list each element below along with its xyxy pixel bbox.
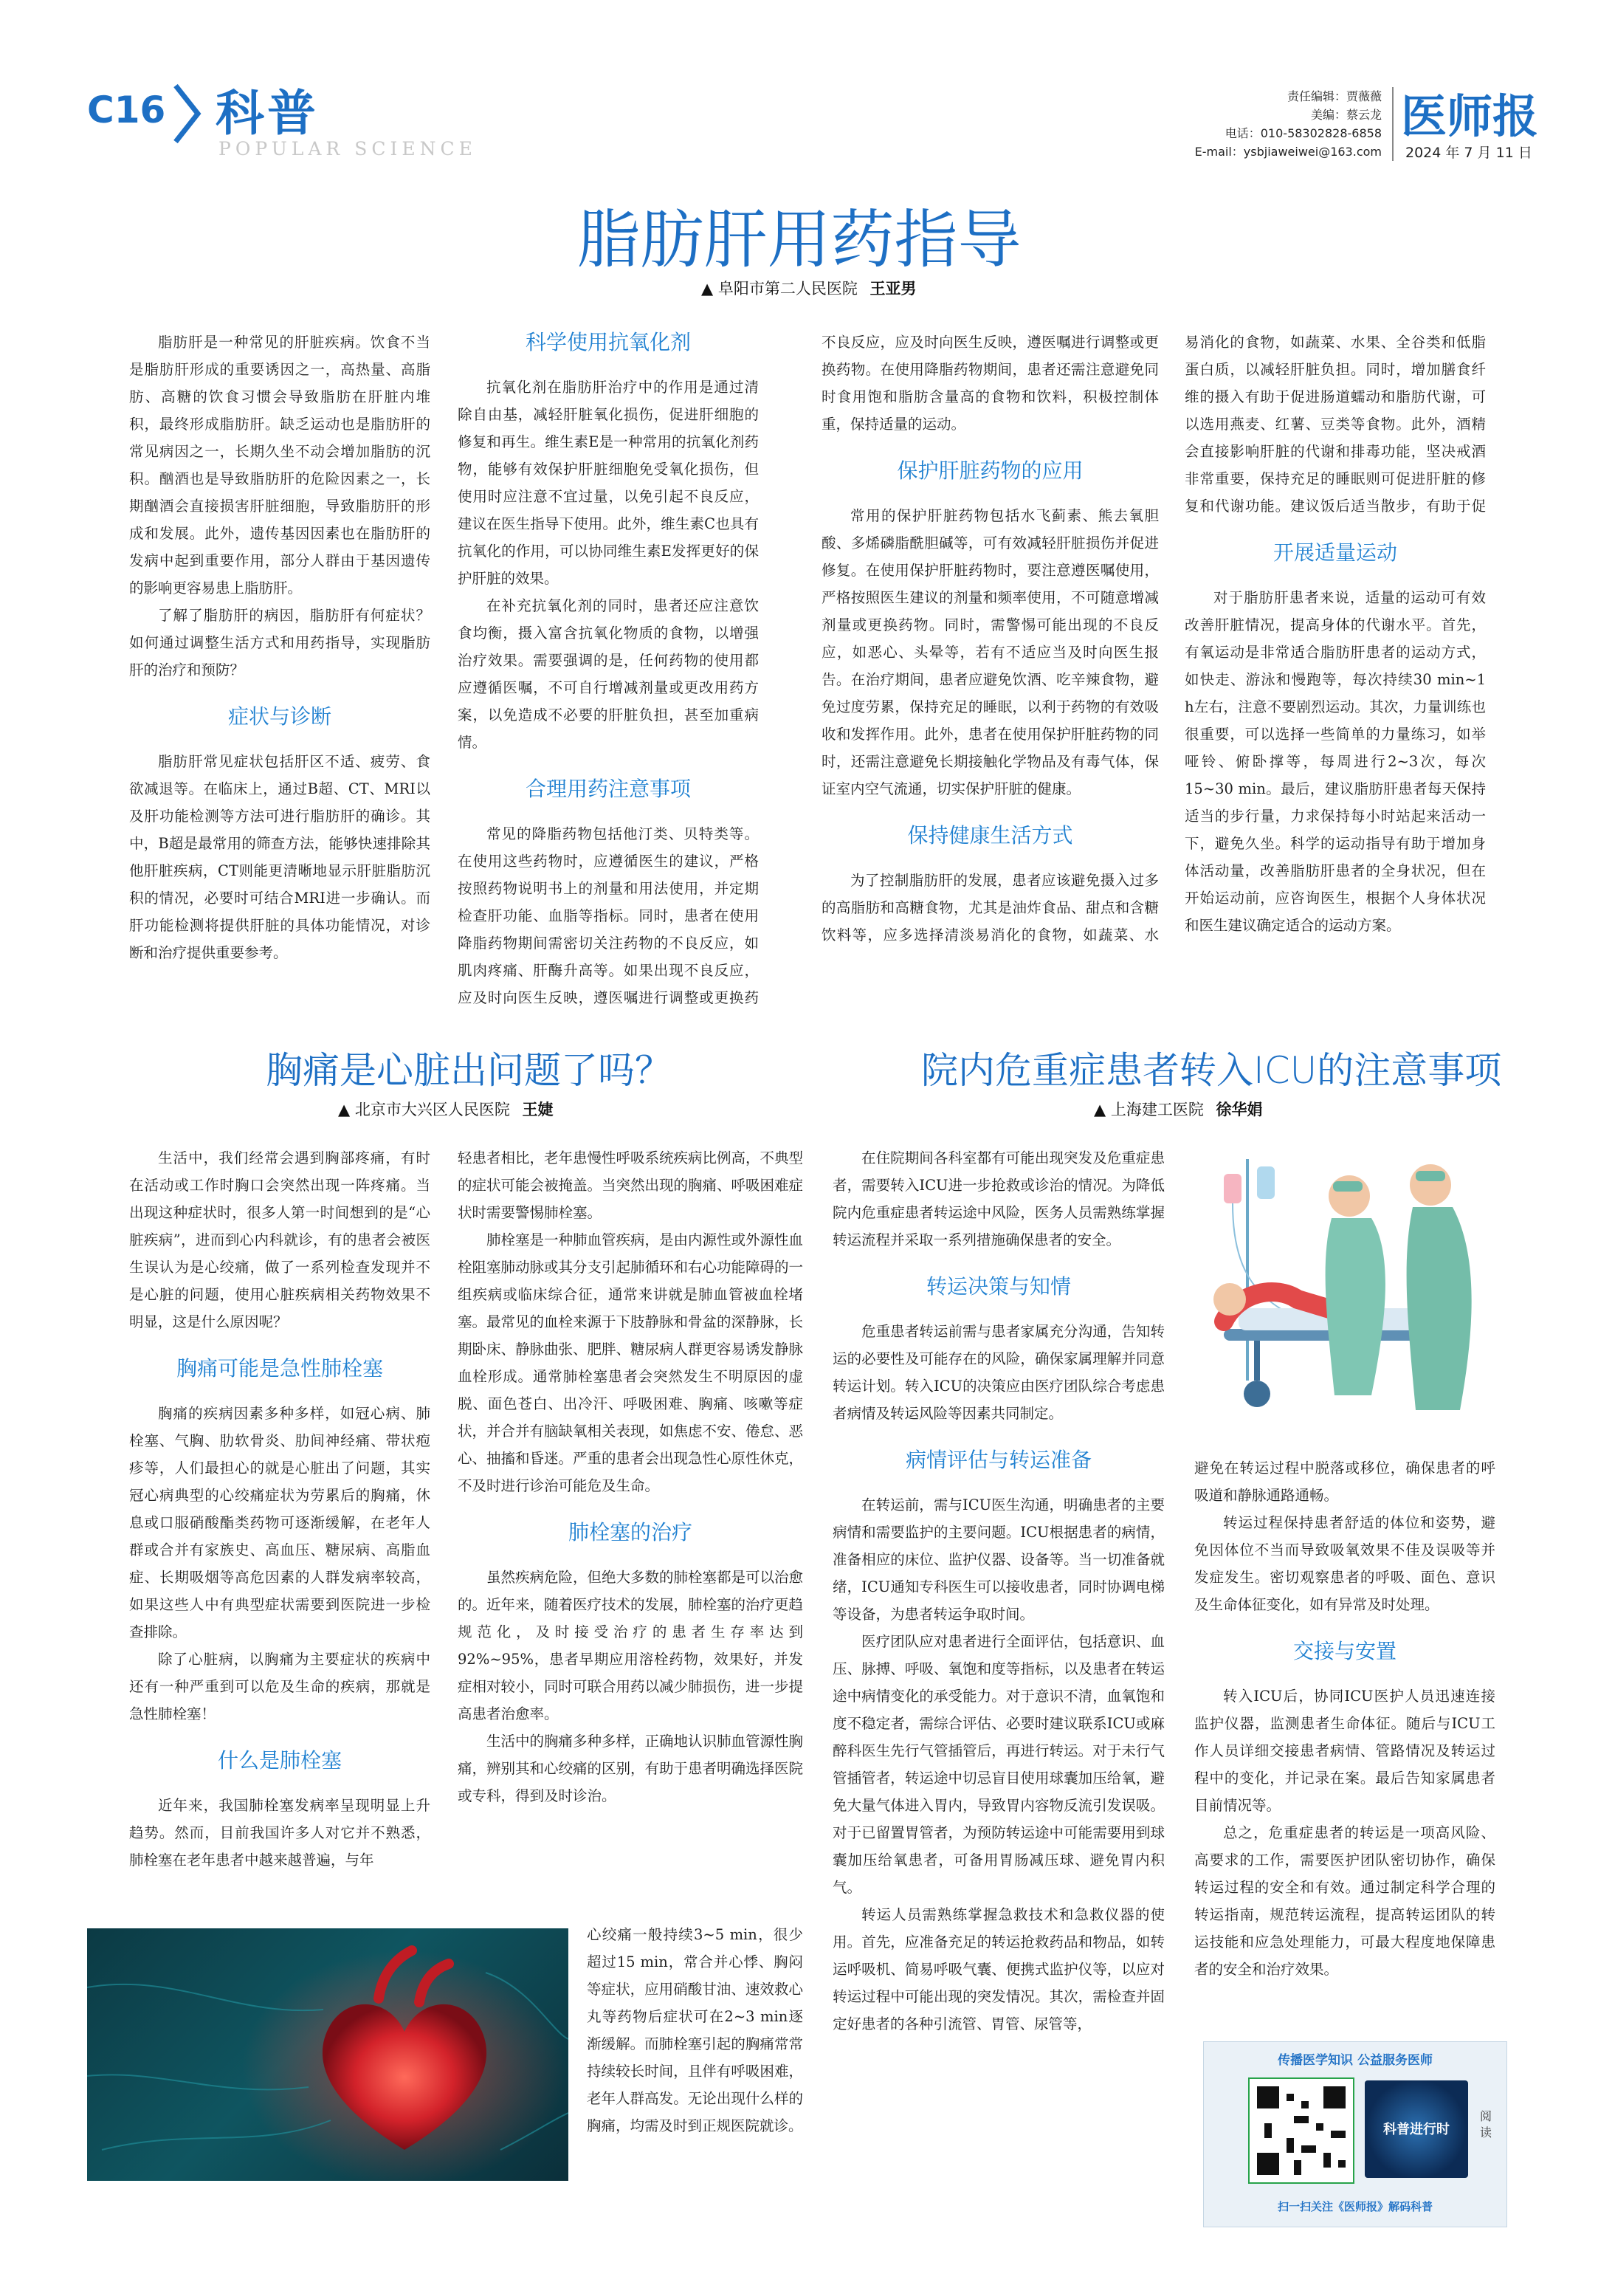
paragraph: 医疗团队应对患者进行全面评估，包括意识、血压、脉搏、呼吸、氧饱和度等指标，以及患者在转运途中病情变化的承受能力。对于意识不清，血氧饱和度不稳定者，需综合评估、必要时建议联系ICU或麻醉科医生先行气管插管后，再进行转运。对于未行气管插管者，转运途中切忌盲目使用球囊加压给氧，避免大量气体进入胃内，导致胃内容物反流引发误吸。对于已留置胃管者，为预防转运途中可能需要用到球囊加压给氧患者，可备用胃肠减压球、避免胃内积气。: [833, 1633, 1165, 1896]
promo-video-thumbnail[interactable]: [1365, 2080, 1468, 2178]
byline-author: 王亚男: [869, 280, 917, 298]
phone: 电话：010-58302828-6858: [1225, 126, 1382, 140]
article-column: [587, 1921, 803, 2139]
email: E-mail：ysbjiaweiwei@163.com: [1194, 145, 1382, 159]
article-title: 胸痛是心脏出问题了吗？: [266, 1049, 672, 1092]
byline-author: 徐华娟: [1216, 1101, 1263, 1118]
subheading: 肺栓塞的治疗: [568, 1520, 692, 1544]
paragraph: 了解了脂肪肝的病因，脂肪肝有何症状？如何通过调整生活方式和用药指导，实现脂肪肝的治疗和预防？: [129, 607, 430, 678]
paragraph: 常见的降脂药物包括他汀类、贝特类等。在使用这些药物时，应遵循医生的建议，严格按照药物说明书上的剂量和用法使用，并定期检查肝功能、血脂等指标。同时，患者在使用降脂药物期间需密切关注药物的不良反应，如肌肉疼痛、肝酶升高等。如果出现不良反应，应及时向医生反映，遵医嘱进行调整或更换药: [458, 825, 759, 1006]
subheading: 合理用药注意事项: [525, 777, 691, 801]
article-column: [129, 1144, 430, 1874]
paragraph: 转运过程保持患者舒适的体位和姿势，避免因体位不当而导致吸氧效果不佳及误吸等并发症发生。密切观察患者的呼吸、面色、意识及生命体征变化，如有异常及时处理。: [1194, 1514, 1495, 1613]
paragraph: [1185, 329, 1486, 520]
editor: 责任编辑：贾薇薇: [1287, 89, 1382, 103]
promo-box: [1203, 2041, 1507, 2227]
paragraph: 在转运前，需与ICU医生沟通，明确患者的主要病情和需要监护的主要问题。ICU根据患者的病情，准备相应的床位、监护仪器、设备等。当一切准备就绪，ICU通知专科医生可以接收患者，同时协调电梯等设备，为患者转运争取时间。: [833, 1496, 1165, 1623]
article-title: 脂肪肝用药指导: [576, 203, 1022, 277]
promo-top: 传播医学知识 公益服务医师: [1278, 2053, 1433, 2068]
promo-side: 阅读: [1480, 2109, 1492, 2139]
article-byline: [1094, 1098, 1263, 1120]
article-column: [833, 1144, 1165, 2038]
article-column: [129, 329, 430, 966]
byline-author: 王婕: [522, 1101, 554, 1118]
paragraph: 近年来，我国肺栓塞发病率呈现明显上升趋势。然而，目前我国许多人对它并不熟悉，肺栓塞在老年患者中越来越普遍，与年: [129, 1797, 430, 1869]
paragraph: 危重患者转运前需与患者家属充分沟通，告知转运的必要性及可能存在的风险，确保家属理解并同意转运计划。转入ICU的决策应由医疗团队综合考虑患者病情及转运风险等因素共同制定。: [833, 1323, 1165, 1422]
heart-illustration: [87, 1928, 568, 2181]
paragraph: 转入ICU后，协同ICU医护人员迅速连接监护仪器，监测患者生命体征。随后与ICU工作人员详细交接患者病情、管路情况及转运过程中的变化，并记录在案。最后告知家属患者目前情况等。: [1194, 1688, 1495, 1814]
paragraph: 常用的保护肝脏药物包括水飞蓟素、熊去氧胆酸、多烯磷脂酰胆碱等，可有效减轻肝脏损伤并促进修复。在使用保护肝脏药物时，要注意遵医嘱使用，严格按照医生建议的剂量和频率使用，不可随意增减剂量或更换药物。同时，需警惕可能出现的不良反应，如恶心、头晕等，若有不适应当及时向医生报告。在治疗期间，患者应避免饮酒、吃辛辣食物，避免过度劳累，保持充足的睡眠，以利于药物的有效吸收和发挥作用。此外，患者在使用保护肝脏药物的同时，还需注意避免长期接触化学物品及有毒气体，保证室内空气流通，切实保护肝脏的健康。: [822, 507, 1159, 797]
editorial-info: [1168, 87, 1382, 161]
promo-mark: 科普进行时: [1383, 2122, 1450, 2137]
article-column: [458, 329, 759, 1011]
paragraph: 避免在转运过程中脱落或移位，确保患者的呼吸道和静脉通路通畅。: [1194, 1460, 1495, 1504]
paper-logo: 医师报: [1401, 89, 1539, 143]
paragraph: 生活中的胸痛多种多样，正确地认识肺血管源性胸痛，辨别其和心绞痛的区别，有助于患者明确选择医院或专科，得到及时诊治。: [458, 1733, 804, 1804]
article-column: [822, 329, 1159, 949]
section-title-en: POPULAR SCIENCE: [218, 138, 477, 159]
subheading: 保持健康生活方式: [907, 823, 1073, 848]
article-column: [458, 1144, 803, 1809]
paragraph: 脂肪肝常见症状包括肝区不适、疲劳、食欲减退等。在临床上，通过B超、CT、MRI以及肝功能检测等方法可进行脂肪肝的确诊。其中，B超是最常用的筛查方法，能够快速排除其他肝脏疾病，CT则能更清晰地显示肝脏脂肪沉积的情况，必要时可结合MRI进一步确认。而肝功能检测将提供肝脏的具体功能情况，对诊断和治疗提供重要参考。: [129, 753, 430, 961]
paragraph: 胸痛的疾病因素多种多样，如冠心病、肺栓塞、气胸、肋软骨炎、肋间神经痛、带状疱疹等，人们最担心的就是心脏出了问题，其实冠心病典型的心绞痛症状为劳累后的胸痛，休息或口服硝酸酯类药物可逐渐缓解，在老年人群或合并有家族史、高血压、糖尿病、高脂血症、长期吸烟等高危因素的人群发病率较高，如果这些人中有典型症状需要到医院进一步检查排除。: [129, 1405, 430, 1640]
paragraph: 心绞痛一般持续3~5 min，很少超过15 min，常合并心悸、胸闷等症状，应用硝酸甘油、速效救心丸等药物后症状可在2~3 min逐渐缓解。而肺栓塞引起的胸痛常常持续较长时间，且伴有呼吸困难，老年人群高发。无论出现什么样的胸痛，均需及时到正规医院就诊。: [587, 1926, 803, 2134]
byline-org: ▲ 北京市大兴区人民医院: [338, 1101, 510, 1118]
paragraph: 为了控制脂肪肝的发展，患者应该避免摄入过多的高脂肪和高糖食物，尤其是油炸食品、甜点和含糖饮料等，应多选择清淡易消化的食物，如蔬菜、水: [822, 872, 1159, 944]
subheading: 开展适量运动: [1272, 540, 1397, 565]
paragraph: 生活中，我们经常会遇到胸部疼痛，有时在活动或工作时胸口会突然出现一阵疼痛。当出现这种症状时，很多人第一时间想到的是“心脏疾病”，进而到心内科就诊，有的患者会被医生误认为是心绞痛，做了一系列检查发现并不是心脏的问题，使用心脏疾病相关药物效果不明显，这是什么原因呢？: [129, 1149, 430, 1330]
subheading: 转运决策与知情: [926, 1274, 1071, 1299]
article-title: 院内危重症患者转入ICU的注意事项: [921, 1049, 1502, 1092]
article-column: [1194, 1454, 1495, 1983]
chevron-icon: [171, 83, 202, 148]
paragraph: 在住院期间各科室都有可能出现突发及危重症患者，需要转入ICU进一步抢救或诊治的情况。为降低院内危重症患者转运途中风险，医务人员需熟练掌握转运流程并采取一系列措施确保患者的安全。: [833, 1149, 1165, 1248]
header-divider: [1392, 87, 1394, 161]
subheading: 什么是肺栓塞: [217, 1748, 342, 1773]
byline-org: ▲ 阜阳市第二人民医院: [701, 280, 858, 298]
paragraph: 抗氧化剂在脂肪肝治疗中的作用是通过清除自由基，减轻肝脏氧化损伤，促进肝细胞的修复和再生。维生素E是一种常用的抗氧化剂药物，能够有效保护肝脏细胞免受氧化损伤，但使用时应注意不宜过量，以免引起不良反应，建议在医生指导下使用。此外，维生素C也具有抗氧化的作用，可以协同维生素E发挥更好的保护肝脏的效果。: [458, 379, 759, 587]
subheading: 保护肝脏药物的应用: [897, 458, 1084, 483]
patient-transfer-illustration: [1194, 1144, 1508, 1443]
paragraph: [822, 329, 1159, 438]
issue-date: 2024 年 7 月 11 日: [1405, 145, 1532, 161]
paragraph: 转运人员需熟练掌握急救技术和急救仪器的使用。首先，应准备充足的转运抢救药品和物品，如转运呼吸机、简易呼吸气囊、便携式监护仪等，以应对转运过程中可能出现的突发情况。其次，需检查并固定好患者的各种引流管、胃管、尿管等，: [833, 1906, 1165, 2032]
paragraph: 脂肪肝是一种常见的肝脏疾病。饮食不当是脂肪肝形成的重要诱因之一，高热量、高脂肪、高糖的饮食习惯会导致脂肪在肝脏内堆积，最终形成脂肪肝。缺乏运动也是脂肪肝的常见病因之一，长期久坐不动会增加脂肪的沉积。酗酒也是导致脂肪肝的危险因素之一，长期酗酒会直接损害肝脏细胞，导致脂肪肝的形成和发展。此外，遗传基因因素也在脂肪肝的发病中起到重要作用，部分人群由于基因遗传的影响更容易患上脂肪肝。: [129, 334, 430, 597]
article-byline: [701, 277, 917, 299]
subheading: 病情评估与转运准备: [905, 1448, 1092, 1472]
section-title: 科普: [216, 85, 319, 142]
subheading: 交接与安置: [1292, 1639, 1396, 1663]
byline-org: ▲ 上海建工医院: [1094, 1101, 1204, 1118]
article-column: [1185, 329, 1486, 939]
paragraph-continued: 不良反应，应及时向医生反映，遵医嘱进行调整或更换药物。在使用降脂药物期间，患者还需注意避免同时食用饱和脂肪含量高的食物和饮料，积极控制体重，保持适量的运动。: [822, 334, 1159, 433]
paragraph-continued: 易消化的食物，如蔬菜、水果、全谷类和低脂蛋白质，以减轻肝脏负担。同时，增加膳食纤维的摄入有助于促进肠道蠕动和脂肪代谢，可以选用燕麦、红薯、豆类等食物。此外，酒精会直接影响肝脏的代谢和排毒功能，坚决戒酒非常重要，保持充足的睡眠则可促进肝脏的修复和代谢功能。建议饭后适当散步，有助于促: [1185, 334, 1486, 515]
paragraph: 总之，危重症患者的转运是一项高风险、高要求的工作，需要医护团队密切协作，确保转运过程的安全和有效。通过制定科学合理的转运指南，规范转运流程，提高转运团队的转运技能和应急处理能力，可最大程度地保障患者的安全和治疗效果。: [1194, 1824, 1495, 1978]
qr-code[interactable]: [1248, 2077, 1354, 2184]
subheading: 症状与诊断: [227, 704, 331, 729]
paragraph: 虽然疾病危险，但绝大多数的肺栓塞都是可以治愈的。近年来，随着医疗技术的发展，肺栓塞的治疗更趋规范化，及时接受治疗的患者生存率达到92%~95%，患者早期应用溶栓药物，效果好，并发症相对较小，同时可联合用药以减少肺损伤，进一步提高患者治愈率。: [458, 1569, 804, 1722]
designer: 美编：蔡云龙: [1310, 108, 1382, 122]
promo-bottom: 扫一扫关注《医师报》解码科普: [1277, 2200, 1433, 2213]
article-byline: [338, 1098, 554, 1120]
paragraph: 轻患者相比，老年患慢性呼吸系统疾病比例高，不典型的症状可能会被掩盖。当突然出现的胸痛、呼吸困难症状时需要警惕肺栓塞。: [458, 1149, 804, 1221]
paragraph: 在补充抗氧化剂的同时，患者还应注意饮食均衡，摄入富含抗氧化物质的食物，以增强治疗效果。需要强调的是，任何药物的使用都应遵循医嘱，不可自行增减剂量或更改用药方案，以免造成不必要的肝脏负担，甚至加重病情。: [458, 597, 759, 751]
paragraph: 肺栓塞是一种肺血管疾病，是由内源性或外源性血栓阻塞肺动脉或其分支引起肺循环和右心功能障碍的一组疾病或临床综合征，通常来讲就是肺血管被血栓堵塞。最常见的血栓来源于下肢静脉和骨盆的深静脉，长期卧床、静脉曲张、肥胖、糖尿病人群更容易诱发静脉血栓形成。通常肺栓塞患者会突然发生不明原因的虚脱、面色苍白、出冷汗、呼吸困难、胸痛、咳嗽等症状，并合并有脑缺氧相关表现，如焦虑不安、倦怠、恶心、抽搐和昏迷。严重的患者会出现急性心原性休克，不及时进行诊治可能危及生命。: [458, 1231, 804, 1494]
page-number: C16: [87, 89, 166, 131]
paragraph: 除了心脏病，以胸痛为主要症状的疾病中还有一种严重到可以危及生命的疾病，那就是急性肺栓塞！: [129, 1651, 430, 1722]
paragraph: 对于脂肪肝患者来说，适量的运动可有效改善肝脏情况，提高身体的代谢水平。首先，有氧运动是非常适合脂肪肝患者的运动方式，如快走、游泳和慢跑等，每次持续30 min~1 h左右，注意不要剧烈运动。其次，力量训练也很重要，可以选择一些简单的力量练习，如举哑铃、俯卧撑等，每周进行2~3次，每次15~30 min。最后，建议脂肪肝患者每天保持适当的步行量，力求保持每小时站起来活动一下，避免久坐。科学的运动指导有助于增加身体活动量，改善脂肪肝患者的全身状况，但在开始运动前，应咨询医生，根据个人身体状况和医生建议确定适合的运动方案。: [1185, 589, 1486, 934]
subheading: 科学使用抗氧化剂: [525, 330, 691, 354]
subheading: 胸痛可能是急性肺栓塞: [176, 1356, 383, 1381]
